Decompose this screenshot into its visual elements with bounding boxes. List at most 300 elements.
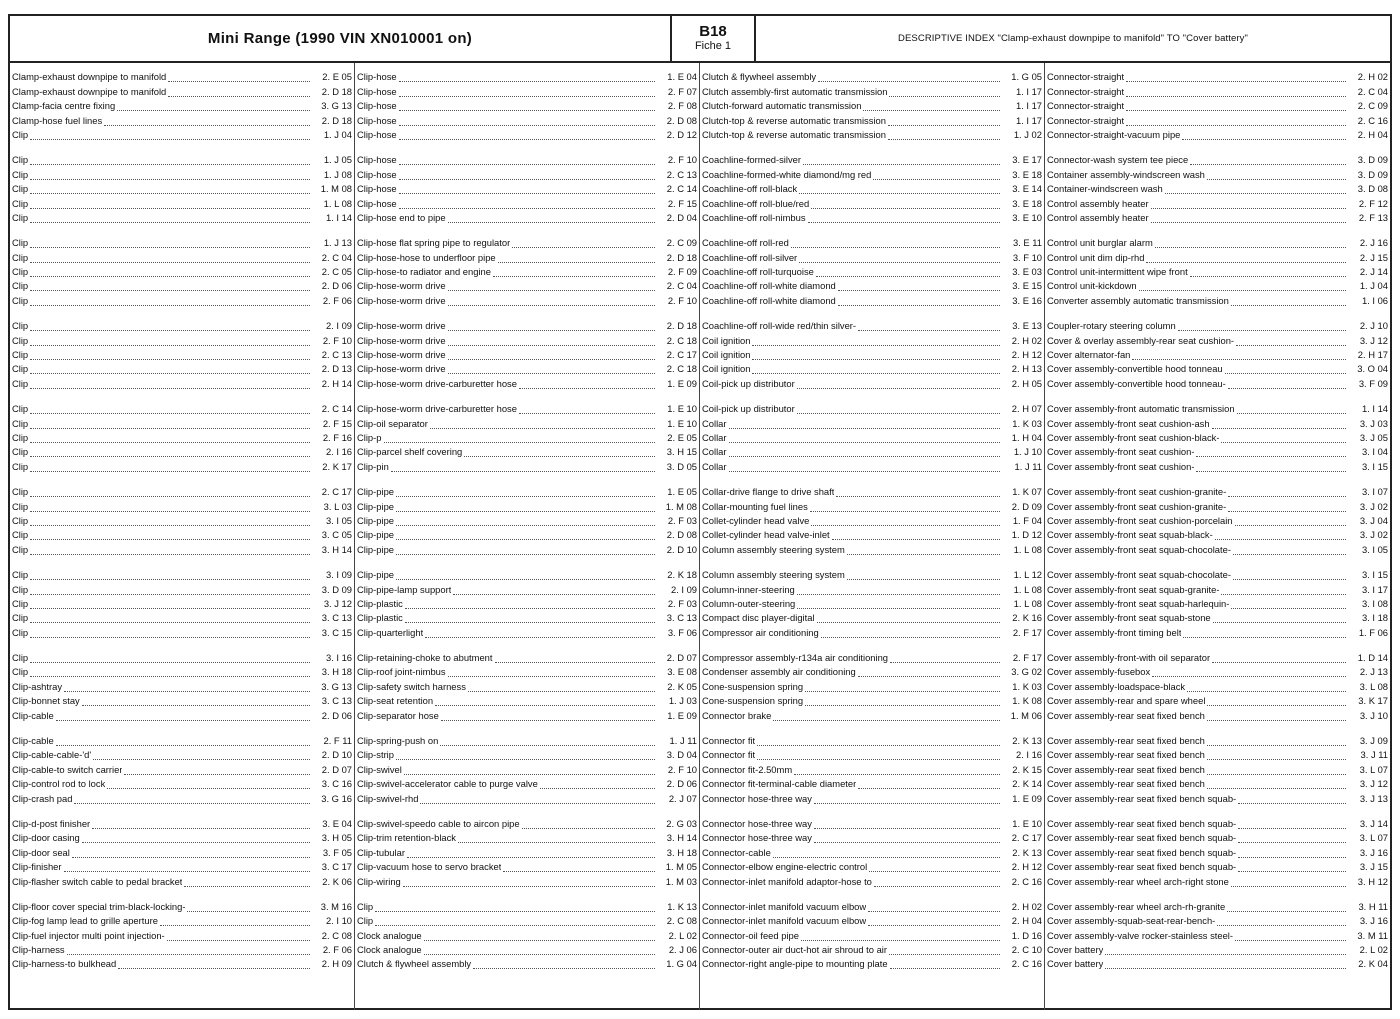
fiche-reference: 2. F 08	[667, 100, 697, 112]
fiche-reference: 3. J 15	[1359, 861, 1388, 873]
index-entry	[12, 194, 352, 208]
index-entry	[357, 789, 697, 803]
fiche-reference: 2. H 09	[321, 958, 352, 970]
part-name: Clip	[357, 900, 374, 912]
fiche-reference: 3. L 07	[1359, 832, 1388, 844]
index-entry	[357, 775, 697, 789]
fiche-reference: 1. I 17	[1015, 100, 1042, 112]
leader-dots	[801, 933, 1000, 941]
index-entry	[702, 526, 1042, 540]
index-entry	[357, 346, 697, 360]
fiche-reference: 1. L 12	[1013, 569, 1042, 581]
fiche-reference: 2. J 06	[668, 944, 697, 956]
part-name: Clip-crash pad	[12, 792, 73, 804]
fiche-reference: 3. G 02	[1011, 666, 1042, 678]
part-name: Collet-cylinder head valve-inlet	[702, 529, 830, 541]
leader-dots	[92, 821, 310, 829]
part-name: Cover alternator-fan	[1047, 349, 1131, 361]
part-name: Container assembly-windscreen wash	[1047, 168, 1205, 180]
section-code: B18	[699, 22, 727, 40]
part-name: Clip-pipe	[357, 486, 394, 498]
fiche-reference: 1. M 08	[320, 183, 352, 195]
leader-dots	[30, 352, 310, 360]
leader-dots	[757, 752, 1000, 760]
part-name: Clip-fog lamp lead to grille aperture	[12, 915, 158, 927]
fiche-reference: 1. J 13	[323, 237, 352, 249]
part-name: Coachline-formed-silver	[702, 154, 801, 166]
index-group	[702, 898, 1042, 970]
leader-dots	[30, 601, 310, 609]
fiche-reference: 2. C 04	[666, 280, 697, 292]
index-entry	[12, 234, 352, 248]
leader-dots	[797, 381, 1000, 389]
fiche-reference: 3. I 17	[1361, 583, 1388, 595]
fiche-reference: 2. F 06	[322, 294, 352, 306]
leader-dots	[30, 504, 310, 512]
index-entry	[357, 815, 697, 829]
fiche-reference: 1. J 11	[1014, 460, 1042, 472]
index-entry	[702, 97, 1042, 111]
leader-dots	[814, 821, 1000, 829]
fiche-reference: 2. D 10	[666, 543, 697, 555]
index-entry	[12, 815, 352, 829]
index-entry	[702, 374, 1042, 388]
part-name: Connector-straight	[1047, 71, 1125, 83]
index-group	[1047, 732, 1388, 804]
part-name: Cover assembly-front seat cushion-black-	[1047, 431, 1220, 443]
leader-dots	[1207, 767, 1346, 775]
part-name: Clip	[12, 183, 29, 195]
fiche-reference: 3. G 13	[321, 100, 352, 112]
fiche-reference: 3. F 10	[1012, 251, 1042, 263]
leader-dots	[797, 601, 1000, 609]
fiche-reference: 3. D 05	[666, 460, 697, 472]
leader-dots	[817, 615, 1000, 623]
part-name: Clamp-exhaust downpipe to manifold	[12, 71, 167, 83]
part-name: Coachline-off roll-red	[702, 237, 789, 249]
leader-dots	[1215, 532, 1346, 540]
fiche-reference: 3. J 02	[1359, 529, 1388, 541]
index-entry	[702, 760, 1042, 774]
leader-dots	[816, 269, 1000, 277]
leader-dots	[405, 601, 655, 609]
index-entry	[1047, 540, 1388, 554]
leader-dots	[1236, 338, 1346, 346]
part-name: Cover assembly-rear seat fixed bench squab-	[1047, 861, 1237, 873]
index-entry	[1047, 317, 1388, 331]
fiche-reference: 1. K 13	[667, 900, 697, 912]
fiche-reference: 3. I 18	[1361, 612, 1388, 624]
index-entry	[1047, 775, 1388, 789]
index-entry	[12, 248, 352, 262]
index-group	[357, 234, 697, 306]
part-name: Cover battery	[1047, 944, 1104, 956]
leader-dots	[757, 738, 1000, 746]
fiche-reference: 3. F 09	[1358, 377, 1388, 389]
index-group	[12, 68, 352, 140]
index-group	[357, 483, 697, 555]
fiche-reference: 3. I 04	[1361, 446, 1388, 458]
fiche-reference: 1. E 10	[667, 417, 697, 429]
fiche-reference: 1. I 17	[1015, 85, 1042, 97]
leader-dots	[30, 532, 310, 540]
index-entry	[1047, 677, 1388, 691]
index-group	[12, 317, 352, 389]
part-name: Clip-hose end to pipe	[357, 211, 446, 223]
fiche-reference: 2. K 18	[667, 569, 697, 581]
leader-dots	[399, 118, 655, 126]
fiche-reference: 1. F 04	[1012, 514, 1042, 526]
fiche-reference: 3. J 02	[1359, 500, 1388, 512]
index-entry	[1047, 97, 1388, 111]
fiche-reference: 2. D 08	[666, 114, 697, 126]
index-entry	[1047, 955, 1388, 969]
leader-dots	[1207, 713, 1346, 721]
part-name: Collar	[702, 417, 727, 429]
index-group	[702, 317, 1042, 389]
index-entry	[357, 111, 697, 125]
leader-dots	[458, 835, 655, 843]
index-entry	[702, 898, 1042, 912]
part-name: Cover assembly-rear seat fixed bench squab-	[1047, 832, 1237, 844]
index-entry	[12, 360, 352, 374]
fiche-reference: 2. C 18	[666, 363, 697, 375]
leader-dots	[888, 118, 1000, 126]
leader-dots	[752, 352, 1000, 360]
fiche-reference: 3. E 15	[1012, 280, 1042, 292]
index-entry	[1047, 429, 1388, 443]
index-entry	[702, 706, 1042, 720]
index-entry	[702, 692, 1042, 706]
part-name: Clip-safety switch harness	[357, 680, 466, 692]
part-name: Clip	[12, 500, 29, 512]
part-name: Clip-hose-worm drive	[357, 294, 446, 306]
leader-dots	[30, 338, 310, 346]
leader-dots	[1105, 961, 1346, 969]
index-entry	[702, 512, 1042, 526]
fiche-reference: 2. D 07	[666, 652, 697, 664]
fiche-reference: 2. D 18	[666, 320, 697, 332]
fiche-reference: 3. G 13	[321, 680, 352, 692]
fiche-reference: 2. D 06	[321, 709, 352, 721]
index-entry	[1047, 609, 1388, 623]
fiche-reference: 2. I 09	[670, 583, 697, 595]
part-name: Clutch & flywheel assembly	[702, 71, 817, 83]
part-name: Column assembly steering system	[702, 543, 845, 555]
index-entry	[357, 829, 697, 843]
fiche-reference: 2. E 05	[667, 431, 697, 443]
fiche-reference: 2. I 16	[325, 446, 352, 458]
leader-dots	[814, 835, 1000, 843]
leader-dots	[396, 489, 655, 497]
part-name: Collar-drive flange to drive shaft	[702, 486, 835, 498]
leader-dots	[448, 338, 655, 346]
index-entry	[357, 649, 697, 663]
leader-dots	[1207, 172, 1346, 180]
fiche-reference: 1. K 03	[1012, 680, 1042, 692]
part-name: Clip-bonnet stay	[12, 695, 80, 707]
fiche-reference: 1. H 04	[1011, 431, 1042, 443]
fiche-reference: 3. J 12	[323, 597, 352, 609]
part-name: Clip-p	[357, 431, 382, 443]
fiche-reference: 2. J 16	[1359, 237, 1388, 249]
part-name: Clip-spring-push on	[357, 735, 439, 747]
index-entry	[12, 843, 352, 857]
fiche-reference: 1. J 04	[1359, 280, 1388, 292]
index-entry	[702, 912, 1042, 926]
fiche-reference: 1. F 06	[1358, 626, 1388, 638]
fiche-reference: 3. J 04	[1359, 514, 1388, 526]
part-name: Cone-suspension spring	[702, 680, 804, 692]
leader-dots	[791, 240, 1000, 248]
fiche-reference: 3. I 08	[1361, 597, 1388, 609]
index-group	[1047, 68, 1388, 140]
index-entry	[12, 165, 352, 179]
fiche-reference: 1. E 05	[667, 486, 697, 498]
part-name: Connector-straight	[1047, 100, 1125, 112]
index-entry	[357, 746, 697, 760]
leader-dots	[1178, 323, 1346, 331]
index-entry	[12, 97, 352, 111]
index-group	[1047, 317, 1388, 389]
part-name: Connector-right angle-pipe to mounting plate	[702, 958, 888, 970]
part-name: Cover assembly-rear seat fixed bench	[1047, 763, 1205, 775]
part-name: Cover assembly-front seat squab-harlequin-	[1047, 597, 1230, 609]
index-entry	[12, 872, 352, 886]
fiche-reference: 2. K 05	[667, 680, 697, 692]
leader-dots	[30, 172, 310, 180]
leader-dots	[160, 918, 310, 926]
fiche-reference: 2. C 14	[321, 403, 352, 415]
part-name: Connector-straight	[1047, 114, 1125, 126]
fiche-reference: 2. F 17	[1012, 626, 1042, 638]
fiche-code-box	[670, 16, 756, 61]
part-name: Clip	[12, 403, 29, 415]
index-column-1	[10, 63, 355, 1010]
leader-dots	[30, 381, 310, 389]
fiche-reference: 2. C 17	[1011, 832, 1042, 844]
fiche-reference: 1. K 08	[1012, 695, 1042, 707]
index-entry	[702, 815, 1042, 829]
part-name: Clip-vacuum hose to servo bracket	[357, 861, 502, 873]
index-entry	[1047, 815, 1388, 829]
index-entry	[702, 872, 1042, 886]
part-name: Coachline-off roll-black	[702, 183, 798, 195]
leader-dots	[440, 738, 655, 746]
index-entry	[1047, 663, 1388, 677]
leader-dots	[888, 132, 1000, 140]
fiche-reference: 2. C 17	[666, 349, 697, 361]
fiche-reference: 2. D 13	[321, 363, 352, 375]
leader-dots	[420, 796, 655, 804]
index-entry	[12, 82, 352, 96]
fiche-reference: 3. J 11	[1360, 749, 1388, 761]
part-name: Coil-pick up distributor	[702, 403, 795, 415]
index-column-2	[355, 63, 700, 1010]
fiche-reference: 3. J 14	[1359, 817, 1388, 829]
leader-dots	[808, 215, 1000, 223]
leader-dots	[30, 215, 310, 223]
index-entry	[1047, 234, 1388, 248]
index-entry	[12, 623, 352, 637]
leader-dots	[64, 864, 311, 872]
fiche-reference: 2. F 13	[1358, 211, 1388, 223]
leader-dots	[847, 547, 1000, 555]
index-entry	[1047, 180, 1388, 194]
index-entry	[702, 829, 1042, 843]
leader-dots	[858, 781, 1000, 789]
index-entry	[357, 941, 697, 955]
part-name: Clip	[12, 363, 29, 375]
fiche-reference: 3. E 04	[322, 817, 352, 829]
part-name: Clip-hose-worm drive	[357, 334, 446, 346]
part-name: Clip-wiring	[357, 875, 401, 887]
index-entry	[1047, 82, 1388, 96]
index-entry	[1047, 111, 1388, 125]
index-group	[12, 400, 352, 472]
index-entry	[12, 483, 352, 497]
fiche-reference: 2. H 13	[1011, 363, 1042, 375]
page-title: Mini Range (1990 VIN XN010001 on)	[207, 30, 473, 47]
index-entry	[12, 126, 352, 140]
index-entry	[12, 692, 352, 706]
fiche-reference: 3. C 13	[321, 695, 352, 707]
part-name: Clip-seat retention	[357, 695, 434, 707]
index-entry	[1047, 912, 1388, 926]
leader-dots	[1155, 240, 1346, 248]
leader-dots	[396, 532, 655, 540]
index-group	[357, 566, 697, 638]
fiche-reference: 2. I 09	[325, 320, 352, 332]
leader-dots	[399, 157, 655, 165]
part-name: Clip	[12, 612, 29, 624]
part-name: Coachline-off roll-silver	[702, 251, 798, 263]
leader-dots	[396, 504, 655, 512]
part-name: Clamp-facia centre fixing	[12, 100, 116, 112]
index-entry	[357, 360, 697, 374]
fiche-reference: 1. L 08	[323, 197, 352, 209]
index-entry	[12, 414, 352, 428]
fiche-reference: 2. H 14	[321, 377, 352, 389]
index-entry	[12, 746, 352, 760]
leader-dots	[403, 879, 655, 887]
part-name: Cover assembly-valve rocker-stainless steel-	[1047, 929, 1233, 941]
fiche-reference: 2. H 12	[1011, 349, 1042, 361]
fiche-reference: 2. J 15	[1359, 251, 1388, 263]
leader-dots	[868, 904, 1000, 912]
part-name: Clip	[12, 569, 29, 581]
part-name: Container-windscreen wash	[1047, 183, 1163, 195]
fiche-reference: 2. J 13	[1359, 666, 1388, 678]
index-group	[12, 483, 352, 555]
fiche-reference: 1. J 05	[323, 154, 352, 166]
index-entry	[12, 609, 352, 623]
leader-dots	[1238, 850, 1346, 858]
fiche-reference: 3. I 07	[1361, 486, 1388, 498]
index-entry	[357, 512, 697, 526]
leader-dots	[1235, 518, 1347, 526]
index-entry	[702, 68, 1042, 82]
fiche-reference: 1. J 03	[668, 695, 697, 707]
fiche-reference: 2. C 17	[321, 486, 352, 498]
index-entry	[702, 566, 1042, 580]
part-name: Connector fit-2.50mm	[702, 763, 793, 775]
index-entry	[702, 82, 1042, 96]
part-name: Clip-hose	[357, 128, 397, 140]
index-entry	[357, 623, 697, 637]
part-name: Clip-hose-worm drive	[357, 363, 446, 375]
leader-dots	[890, 655, 1000, 663]
index-group	[357, 151, 697, 223]
index-entry	[702, 194, 1042, 208]
leader-dots	[187, 904, 310, 912]
leader-dots	[869, 864, 1000, 872]
fiche-reference: 2. F 16	[322, 431, 352, 443]
index-entry	[702, 248, 1042, 262]
fiche-reference: 3. G 16	[321, 792, 352, 804]
leader-dots	[1233, 572, 1346, 580]
index-entry	[1047, 526, 1388, 540]
fiche-reference: 1. D 16	[1011, 929, 1042, 941]
index-group	[1047, 234, 1388, 306]
index-entry	[12, 775, 352, 789]
index-entry	[357, 566, 697, 580]
index-entry	[702, 941, 1042, 955]
part-name: Clip-retaining-choke to abutment	[357, 652, 493, 664]
leader-dots	[1126, 103, 1346, 111]
index-group	[702, 68, 1042, 140]
fiche-reference: 3. J 09	[1359, 735, 1388, 747]
fiche-reference: 1. E 10	[1012, 817, 1042, 829]
leader-dots	[1235, 933, 1346, 941]
part-name: Clip	[12, 377, 29, 389]
leader-dots	[30, 366, 310, 374]
leader-dots	[1221, 435, 1346, 443]
part-name: Clip-trim retention-black	[357, 832, 456, 844]
index-group	[702, 566, 1042, 638]
leader-dots	[1132, 352, 1346, 360]
index-entry	[12, 789, 352, 803]
part-name: Clutch-forward automatic transmission	[702, 100, 862, 112]
part-name: Clip-swivel-accelerator cable to purge valve	[357, 778, 538, 790]
part-name: Clip-fuel injector multi point injection-	[12, 929, 165, 941]
fiche-reference: 1. E 09	[1012, 792, 1042, 804]
index-entry	[702, 843, 1042, 857]
part-name: Cover assembly-squab-seat-rear-bench-	[1047, 915, 1216, 927]
index-entry	[702, 180, 1042, 194]
part-name: Connector-wash system tee piece	[1047, 154, 1189, 166]
leader-dots	[72, 850, 310, 858]
part-name: Clip-separator hose	[357, 709, 439, 721]
fiche-reference: 3. H 11	[1358, 900, 1388, 912]
leader-dots	[448, 283, 655, 291]
fiche-reference: 2. C 14	[666, 183, 697, 195]
leader-dots	[396, 752, 655, 760]
leader-dots	[1212, 421, 1346, 429]
part-name: Clip-cable-cable-'d'	[12, 749, 92, 761]
index-entry	[702, 789, 1042, 803]
leader-dots	[375, 918, 655, 926]
part-name: Connector hose-three way	[702, 832, 812, 844]
part-name: Clip	[12, 529, 29, 541]
leader-dots	[1238, 835, 1346, 843]
index-entry	[12, 277, 352, 291]
index-entry	[357, 872, 697, 886]
part-name: Coachline-off roll-white diamond	[702, 294, 836, 306]
index-entry	[357, 82, 697, 96]
part-name: Cover assembly-front seat squab-chocolate-	[1047, 569, 1231, 581]
part-name: Clip	[12, 280, 29, 292]
